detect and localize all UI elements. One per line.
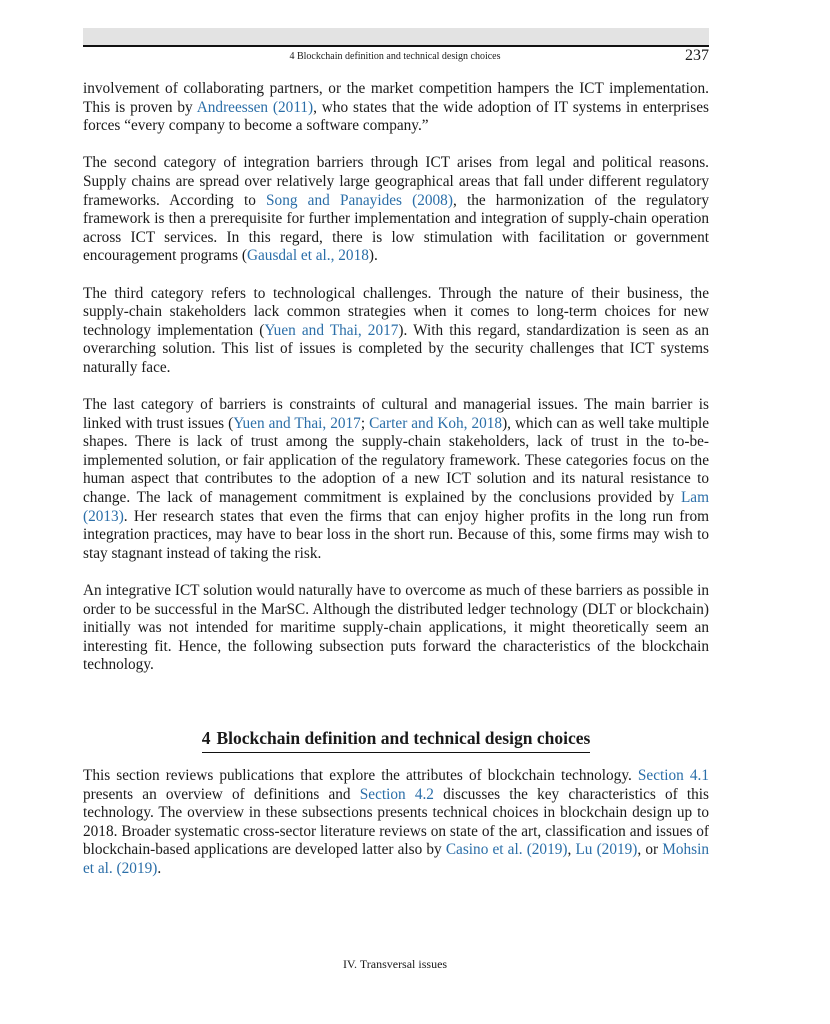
- citation-link[interactable]: Andreessen (2011): [196, 98, 314, 116]
- paragraph-text: presents an overview of definitions and: [83, 785, 360, 803]
- paragraph-text: .: [157, 859, 162, 877]
- citation-link[interactable]: Mohsin et al. (2019): [83, 841, 709, 877]
- paragraph-text: , or: [637, 841, 663, 859]
- paragraph-text: involvement of collaborating partners, or the market competition hampers the ICT implementation. This is proven by: [83, 80, 709, 116]
- running-head: 4 Blockchain definition and technical design choices: [289, 51, 501, 62]
- paragraph-text: discusses the key characteristics of this technology. The overview in these subsections presents technical choices in blockchain design up to 2018. Broader systematic cross-sector literature reviews on state of the art, classification and issues of blockchain-based applications are developed latter also by: [83, 785, 710, 859]
- citation-link[interactable]: Lam (2013): [83, 489, 709, 525]
- citation-link[interactable]: Section 4.2: [359, 785, 434, 803]
- paragraph: [83, 154, 709, 266]
- citation-link[interactable]: Carter and Koh, 2018: [369, 414, 503, 432]
- section-number: 4: [201, 728, 211, 748]
- paragraph: [83, 80, 709, 136]
- paragraph-text: ,: [567, 841, 576, 859]
- citation-link[interactable]: Gausdal et al., 2018: [246, 247, 369, 265]
- paragraph-text: . Her research states that even the firms that can enjoy higher profits in the long run from integration practices, may have to bear loss in the short run. Because of this, some firms may wish to stay stagnant instead of taking the risk.: [83, 507, 709, 562]
- paragraph: [83, 582, 709, 675]
- section-title: Blockchain definition and technical design choices: [216, 728, 591, 748]
- footer: IV. Transversal issues: [342, 957, 448, 971]
- paragraphs: [83, 80, 709, 675]
- paragraph-text: An integrative ICT solution would naturally have to overcome as much of these barriers as possible in order to be successful in the MarSC. Although the distributed ledger technology (DLT or blockchain) initially was not intended for maritime supply-chain applications, it might theoretically seem an interesting fit. Hence, the following subsection puts forward the characteristics of the blockchain technology.: [83, 582, 709, 674]
- section-paragraphs: [83, 767, 709, 879]
- citation-link[interactable]: Section 4.1: [637, 767, 709, 784]
- paragraph-text: The second category of integration barriers through ICT arises from legal and political reasons. Supply chains are spread over relatively large geographical areas that fall under different regulatory frameworks. According to: [83, 154, 709, 209]
- paragraph: [83, 767, 709, 879]
- citation-link[interactable]: Casino et al. (2019): [445, 841, 568, 859]
- page-body: [83, 80, 709, 879]
- paragraph-text: The third category refers to technological challenges. Through the nature of their business, the supply-chain stakeholders lack common strategies when it comes to long-term choices for new technology implementation (: [83, 284, 709, 339]
- citation-link[interactable]: Yuen and Thai, 2017: [233, 414, 361, 432]
- paragraph-text: ).: [368, 247, 378, 265]
- citation-link[interactable]: Lu (2019): [575, 841, 638, 859]
- paragraph-text: ). With this regard, standardization is seen as an overarching solution. This list of issues is completed by the security challenges that ICT systems naturally face.: [83, 321, 710, 376]
- page-number: 237: [685, 47, 709, 64]
- citation-link[interactable]: Yuen and Thai, 2017: [264, 321, 399, 339]
- paragraph: [83, 285, 709, 378]
- section-heading: [83, 727, 709, 753]
- paragraph-text: , who states that the wide adoption of IT systems in enterprises forces “every company to become a software company.”: [83, 98, 709, 135]
- paragraph-text: , the harmonization of the regulatory framework is then a prerequisite for further implementation and integration of supply-chain operation across ICT services. In this regard, there is low stimulation with facilitation or government encouragement programs (: [83, 191, 709, 265]
- paragraph: [83, 396, 709, 563]
- citation-link[interactable]: Song and Panayides (2008): [266, 191, 453, 209]
- header-bar: [83, 28, 709, 45]
- paragraph-text: This section reviews publications that explore the attributes of blockchain technology.: [83, 767, 638, 784]
- paragraph-text: ;: [360, 414, 370, 432]
- header-rule: [83, 45, 709, 47]
- paragraph-text: ), which can as well take multiple shapes. There is lack of trust among the supply-chain stakeholders, lack of trust in the to-be-implemented solution, or fair application of the regulatory framework. These categories focus on the human aspect that contributes to the adoption of a new ICT solution and its natural resistance to change. The lack of management commitment is explained by the conclusions provided by: [83, 414, 710, 507]
- paragraph-text: The last category of barriers is constraints of cultural and managerial issues. The main barrier is linked with trust issues (: [83, 396, 709, 432]
